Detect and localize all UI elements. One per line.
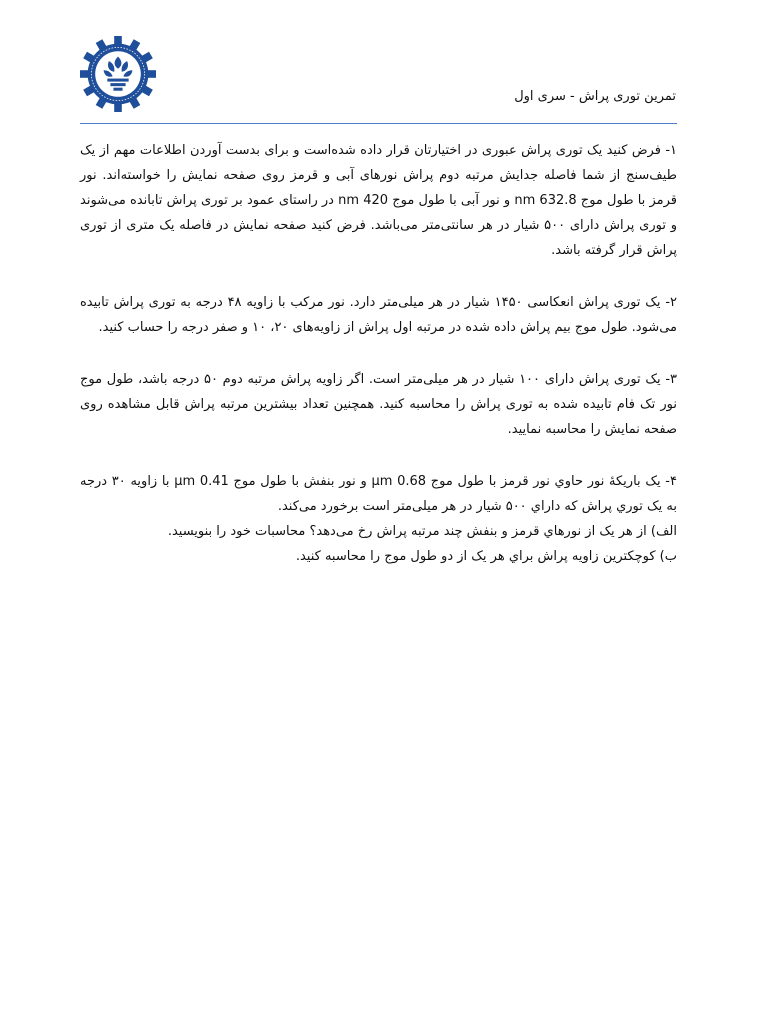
question-3 xyxy=(80,367,677,442)
question-part-a: الف) از هر یک از نورهاي قرمز و بنفش چند مرتبه پراش رخ می‌دهد؟ محاسبات خود را بنویسید. xyxy=(167,524,677,539)
question-text: ۲- یک توری پراش انعکاسی ۱۴۵۰ شیار در هر میلی‌متر دارد. نور مرکب با زاویه ۴۸ درجه به توری پراش تابیده می‌شود. طول موج بیم پراش داده شده در مرتبه اول پراش از زاویه‌های ۲۰، ۱۰ و صفر درجه را حساب کنید. xyxy=(80,295,677,335)
question-text: ۱- فرض کنید یک توری پراش عبوری در اختیارتان قرار داده شده‌است و برای بدست آوردن اطلاعات مهم از یک طیف‌سنج از شما فاصله جدایش مرتبه دوم پراش نورهای آبی و قرمز روی صفحه نمایش را خواسته‌اند. نور قرمز با طول موج 632.8 nm و نور آبی با طول موج 420 nm در راستای عمود بر توری پراش تابانده می‌شوند و توری پراش دارای ۵۰۰ شیار در هر سانتی‌متر می‌باشد. فرض کنید صفحه نمایش در فاصله یک متری از توری پراش قرار گرفته باشد. xyxy=(80,143,677,258)
university-seal-icon xyxy=(80,36,156,112)
question-1 xyxy=(80,138,677,263)
question-text: ۳- یک توری پراش دارای ۱۰۰ شیار در هر میلی‌متر است. اگر زاویه پراش مرتبه دوم ۵۰ درجه باشد، طول موج نور تک فام تابیده شده به توری پراش را محاسبه کنید. همچنین تعداد بیشترین مرتبه پراش قابل مشاهده روی صفحه نمایش را محاسبه نمایید. xyxy=(80,372,678,437)
page-title: تمرین توری پراش - سری اول xyxy=(514,89,676,104)
question-part-b: ب) کوچکترین زاویه پراش براي هر یک از دو طول موج را محاسبه کنید. xyxy=(295,549,677,564)
question-2 xyxy=(80,290,677,340)
question-text: ۴- یک باریکهٔ نور حاوي نور قرمز با طول موج 0.68 µm و نور بنفش با طول موج 0.41 µm با زاویه ۳۰ درجه به یک توري پراش که داراي ۵۰۰ شیار در هر میلی‌متر است برخورد می‌کند. xyxy=(80,474,677,514)
exercise-list xyxy=(80,138,677,596)
header-divider xyxy=(80,123,677,124)
question-4 xyxy=(80,469,677,569)
